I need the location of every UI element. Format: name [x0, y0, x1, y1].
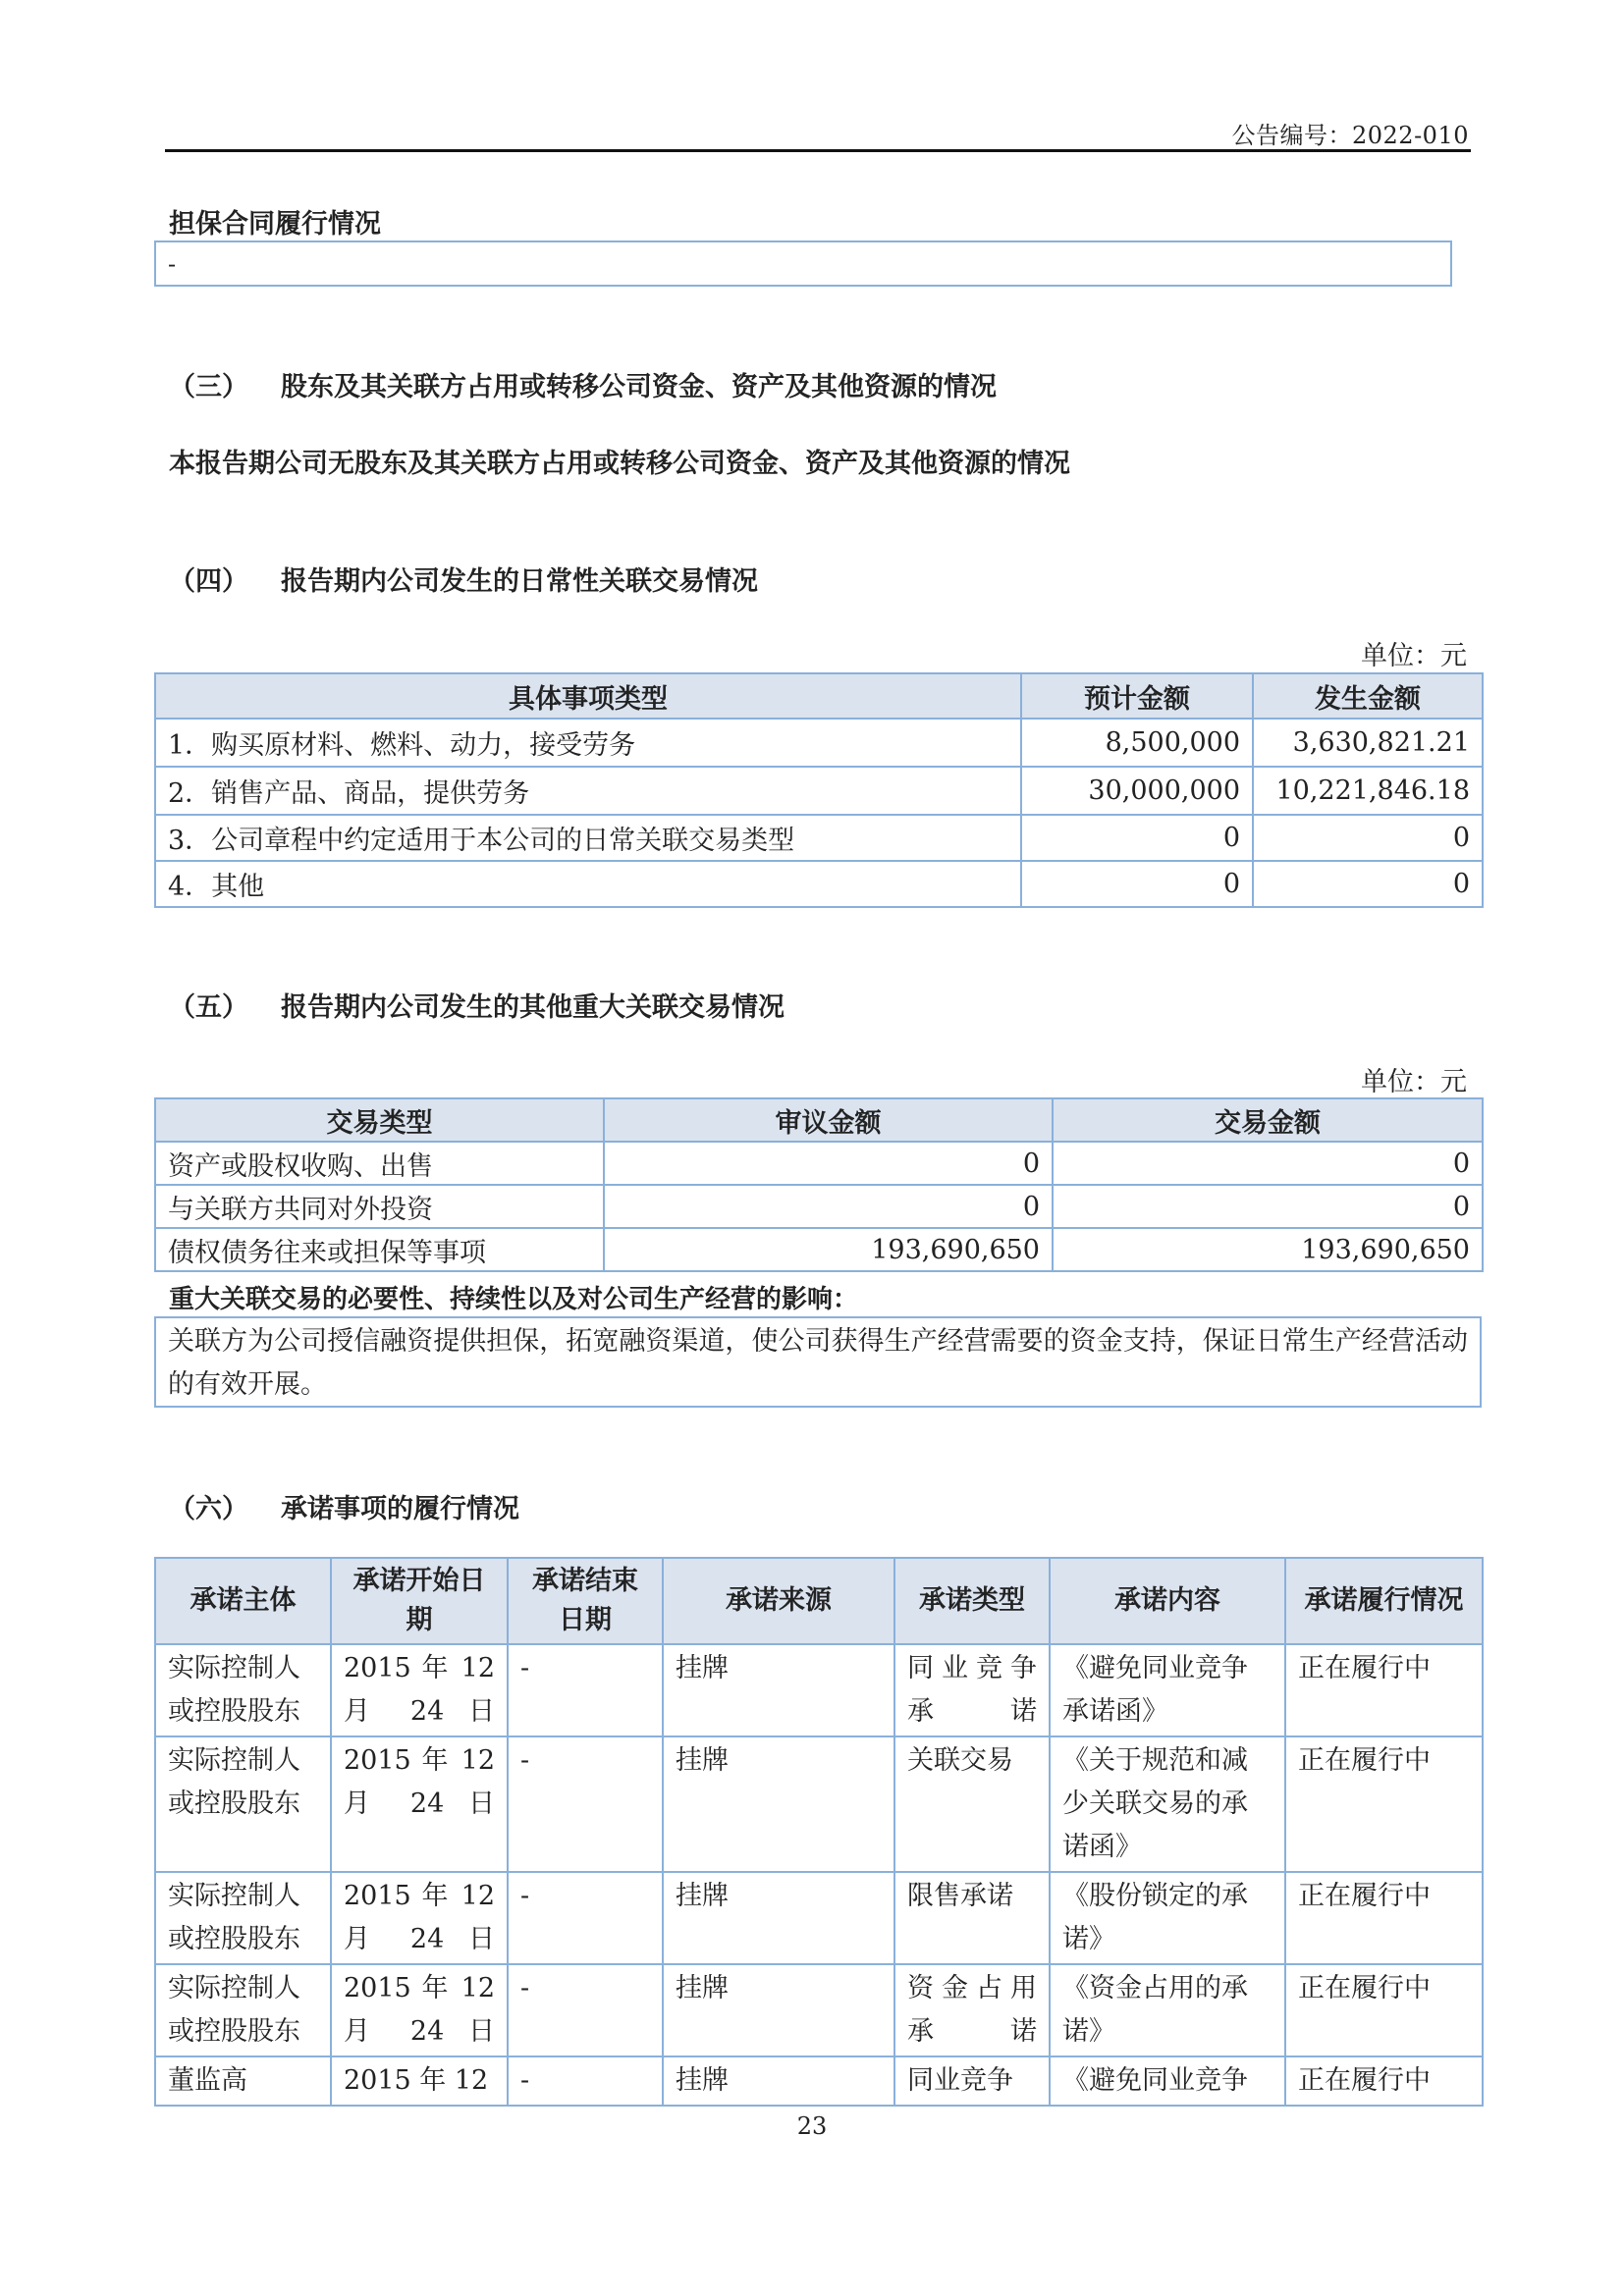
table-row — [155, 1736, 1483, 1872]
commitments-table — [154, 1557, 1484, 2107]
sec5-heading — [169, 986, 785, 1024]
table-row — [155, 1964, 1483, 2056]
table-cell: - — [508, 1644, 663, 1736]
table-cell: 挂牌 — [663, 1872, 894, 1964]
daily-transactions-table — [154, 672, 1484, 908]
sec4-heading — [169, 560, 758, 598]
table-cell: 《避免同业竞争 — [1050, 2056, 1285, 2106]
sec5-unit: 单位：元 — [1361, 1067, 1467, 1097]
table-cell: 1．购买原材料、燃料、动力，接受劳务 — [155, 719, 1021, 767]
table-cell: 2．销售产品、商品，提供劳务 — [155, 767, 1021, 815]
sec3-statement: 本报告期公司无股东及其关联方占用或转移公司资金、资产及其他资源的情况 — [169, 449, 1070, 479]
sec5-number: （五） — [169, 992, 248, 1023]
table-cell: 《资金占用的承诺》 — [1050, 1964, 1285, 2056]
table-cell: 与关联方共同对外投资 — [155, 1185, 604, 1228]
table-cell: 193,690,650 — [604, 1228, 1053, 1271]
table-cell: 3,630,821.21 — [1253, 719, 1483, 767]
table-row — [155, 1644, 1483, 1736]
table-cell: - — [508, 1872, 663, 1964]
sec4-unit: 单位：元 — [1361, 641, 1467, 671]
table-cell: 实际控制人或控股股东 — [155, 1644, 331, 1736]
table-cell: 《关于规范和减少关联交易的承诺函》 — [1050, 1736, 1285, 1872]
table-cell: 0 — [604, 1142, 1053, 1185]
table-cell: 2015 年 12 月 24 日 — [331, 1872, 508, 1964]
table-cell: 4．其他 — [155, 861, 1021, 907]
table-cell: 0 — [1253, 815, 1483, 861]
table-cell: 0 — [1053, 1142, 1483, 1185]
table-cell: 《避免同业竞争承诺函》 — [1050, 1644, 1285, 1736]
table-cell: - — [508, 1736, 663, 1872]
impact-text: 关联方为公司授信融资提供担保，拓宽融资渠道，使公司获得生产经营需要的资金支持，保证日常生产经营活动的有效开展。 — [168, 1326, 1468, 1400]
col-header: 承诺履行情况 — [1285, 1558, 1483, 1644]
table-cell: 资产或股权收购、出售 — [155, 1142, 604, 1185]
table-row — [155, 1142, 1483, 1185]
table-cell: 正在履行中 — [1285, 1872, 1483, 1964]
table-cell: 同业竞争承诺 — [894, 1644, 1050, 1736]
table-cell: 正在履行中 — [1285, 1736, 1483, 1872]
table-cell: 3．公司章程中约定适用于本公司的日常关联交易类型 — [155, 815, 1021, 861]
col-header: 交易类型 — [155, 1098, 604, 1142]
table-cell: 同业竞争 — [894, 2056, 1050, 2106]
guarantee-content: - — [168, 250, 177, 278]
col-header: 承诺主体 — [155, 1558, 331, 1644]
table-cell: 正在履行中 — [1285, 1964, 1483, 2056]
table-cell: - — [508, 2056, 663, 2106]
sec3-title: 股东及其关联方占用或转移公司资金、资产及其他资源的情况 — [281, 372, 997, 402]
table-cell: 正在履行中 — [1285, 2056, 1483, 2106]
table-cell: 限售承诺 — [894, 1872, 1050, 1964]
table-cell: 挂牌 — [663, 1964, 894, 2056]
table-cell: 正在履行中 — [1285, 1644, 1483, 1736]
table-row — [155, 2056, 1483, 2106]
col-header: 承诺结束日期 — [508, 1558, 663, 1644]
table-cell: 实际控制人或控股股东 — [155, 1736, 331, 1872]
guarantee-box — [154, 240, 1452, 287]
table-row — [155, 719, 1483, 767]
table-cell: 8,500,000 — [1021, 719, 1253, 767]
col-header: 承诺来源 — [663, 1558, 894, 1644]
table-cell: 2015 年 12 月 24 日 — [331, 1964, 508, 2056]
col-header: 发生金额 — [1253, 673, 1483, 719]
table-row — [155, 1872, 1483, 1964]
sec3-heading — [169, 365, 997, 403]
sec6-title: 承诺事项的履行情况 — [281, 1494, 519, 1524]
table-row — [155, 861, 1483, 907]
impact-title: 重大关联交易的必要性、持续性以及对公司生产经营的影响： — [169, 1285, 859, 1314]
table-cell: 挂牌 — [663, 1644, 894, 1736]
table-row — [155, 767, 1483, 815]
col-header: 承诺类型 — [894, 1558, 1050, 1644]
sec6-heading — [169, 1487, 519, 1525]
table-cell: 0 — [1053, 1185, 1483, 1228]
sec4-number: （四） — [169, 566, 248, 597]
col-header: 审议金额 — [604, 1098, 1053, 1142]
table-header-row — [155, 1558, 1483, 1644]
table-cell: 债权债务往来或担保等事项 — [155, 1228, 604, 1271]
table-cell: 0 — [1021, 861, 1253, 907]
table-cell: 挂牌 — [663, 1736, 894, 1872]
table-row — [155, 1228, 1483, 1271]
table-cell: 董监高 — [155, 2056, 331, 2106]
table-row — [155, 815, 1483, 861]
sec6-number: （六） — [169, 1494, 248, 1524]
table-cell: 2015 年 12 月 24 日 — [331, 1736, 508, 1872]
sec3-number: （三） — [169, 372, 248, 402]
header-rule — [165, 149, 1471, 152]
table-cell: 30,000,000 — [1021, 767, 1253, 815]
table-cell: 2015 年 12 — [331, 2056, 508, 2106]
sec4-title: 报告期内公司发生的日常性关联交易情况 — [281, 566, 758, 597]
table-cell: 2015 年 12 月 24 日 — [331, 1644, 508, 1736]
table-row — [155, 1185, 1483, 1228]
col-header: 承诺开始日期 — [331, 1558, 508, 1644]
table-cell: 0 — [1253, 861, 1483, 907]
announcement-code: 公告编号：2022-010 — [1231, 122, 1469, 149]
col-header: 预计金额 — [1021, 673, 1253, 719]
table-cell: 《股份锁定的承诺》 — [1050, 1872, 1285, 1964]
table-cell: - — [508, 1964, 663, 2056]
col-header: 承诺内容 — [1050, 1558, 1285, 1644]
col-header: 具体事项类型 — [155, 673, 1021, 719]
table-cell: 关联交易 — [894, 1736, 1050, 1872]
impact-box — [154, 1316, 1482, 1408]
col-header: 交易金额 — [1053, 1098, 1483, 1142]
table-cell: 0 — [604, 1185, 1053, 1228]
table-cell: 资金占用承诺 — [894, 1964, 1050, 2056]
table-cell: 10,221,846.18 — [1253, 767, 1483, 815]
table-header-row — [155, 673, 1483, 719]
table-header-row — [155, 1098, 1483, 1142]
table-cell: 挂牌 — [663, 2056, 894, 2106]
sec5-title: 报告期内公司发生的其他重大关联交易情况 — [281, 992, 785, 1023]
page-number: 23 — [796, 2112, 828, 2140]
table-cell: 193,690,650 — [1053, 1228, 1483, 1271]
table-cell: 实际控制人或控股股东 — [155, 1964, 331, 2056]
table-cell: 实际控制人或控股股东 — [155, 1872, 331, 1964]
major-transactions-table — [154, 1097, 1484, 1272]
guarantee-title: 担保合同履行情况 — [169, 209, 381, 240]
table-cell: 0 — [1021, 815, 1253, 861]
